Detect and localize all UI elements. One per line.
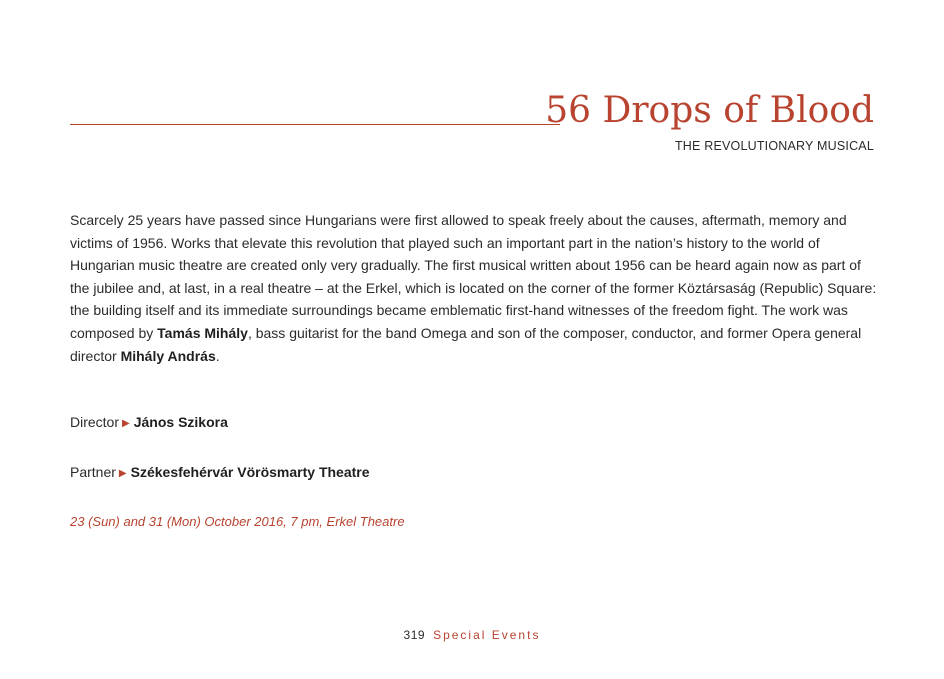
partner-label: Partner	[70, 464, 116, 480]
director-credit	[70, 412, 228, 435]
header-rule	[70, 124, 560, 125]
section-name: Special Events	[433, 628, 541, 642]
page-title: 56 Drops of Blood	[545, 90, 874, 131]
description-paragraph	[70, 209, 878, 367]
father-name: Mihály András	[120, 347, 216, 364]
composer-name: Tamás Mihály	[157, 324, 248, 341]
description-text-2: , bass guitarist for the band Omega and son of the composer, conductor, and former Opera general director	[70, 324, 862, 364]
description-text-3: .	[215, 347, 220, 364]
page-number: 319	[403, 628, 426, 642]
partner-name: Székesfehérvár Vörösmarty Theatre	[130, 464, 370, 480]
description-text-1: Scarcely 25 years have passed since Hungarians were first allowed to speak freely about the causes, aftermath, memory and victims of 1956. Works that elevate this revolution that played such an important part in the nation’s history to the world of Hungarian music theatre are created only very gradually. The first musical written about 1956 can be heard again now as part of the jubilee and, at last, in a real theatre – at the Erkel, which is located on the corner of the former Köztársaság (Republic) Square: the building itself and its immediate surroundings became emblematic first-hand witnesses of the freedom fight. The work was composed by	[70, 212, 877, 341]
event-dates: 23 (Sun) and 31 (Mon) October 2016, 7 pm, Erkel Theatre	[70, 514, 405, 529]
director-label: Director	[70, 414, 120, 430]
arrow-right-icon: ▶	[122, 418, 130, 429]
page-subtitle: THE REVOLUTIONARY MUSICAL	[674, 139, 874, 153]
page-footer	[0, 626, 944, 644]
director-name: János Szikora	[133, 414, 228, 430]
partner-credit	[70, 462, 370, 485]
arrow-right-icon: ▶	[118, 468, 127, 479]
